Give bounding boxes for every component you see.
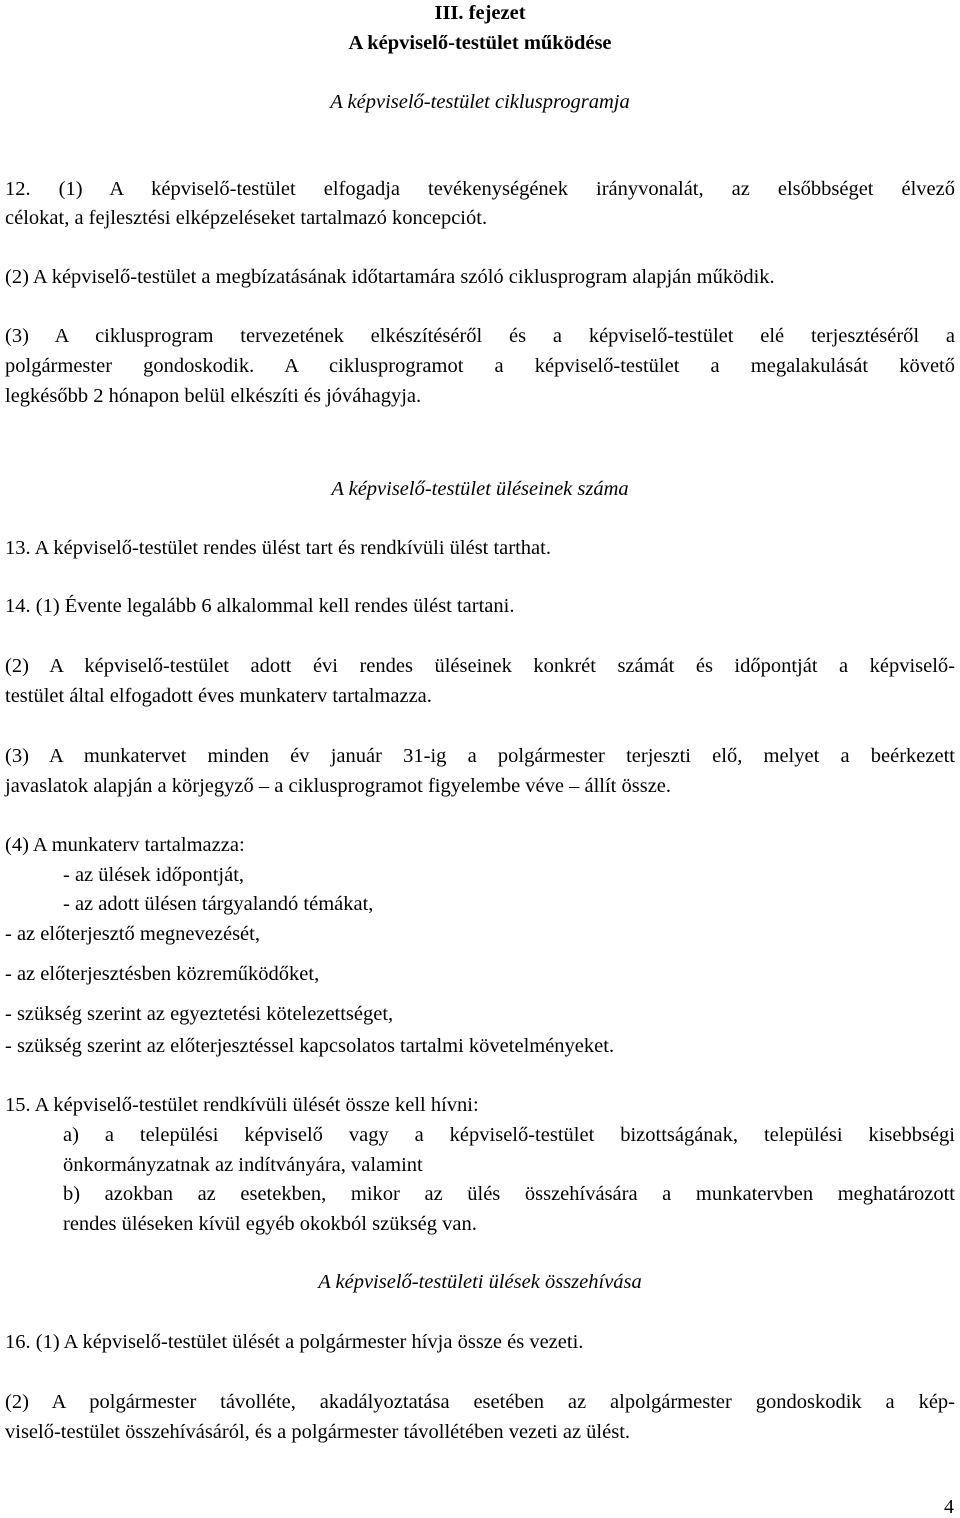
- paragraph-16-2-line-2: viselő-testület összehívásáról, és a polgármester távollétében vezeti az ülést.: [5, 1421, 631, 1443]
- paragraph-12-3-line-3: legkésőbb 2 hónapon belül elkészíti és jóváhagyja.: [5, 385, 422, 407]
- paragraph-15-a-line-2: önkormányzatnak az indítványára, valamint: [63, 1154, 423, 1176]
- paragraph-12-3-line-1: (3) A ciklusprogram tervezetének elkészítéséről és a képviselő-testület elé terjesztéséről a: [5, 325, 955, 347]
- paragraph-14-3-line-2: javaslatok alapján a körjegyző – a ciklusprogramot figyelembe véve – állít össze.: [5, 775, 672, 797]
- paragraph-13: 13. A képviselő-testület rendes ülést tart és rendkívüli ülést tarthat.: [5, 537, 551, 559]
- paragraph-14-4-intro: (4) A munkaterv tartalmazza:: [5, 834, 245, 856]
- paragraph-16-1: 16. (1) A képviselő-testület ülését a polgármester hívja össze és vezeti.: [5, 1331, 584, 1353]
- section-heading-cycle-program: A képviselő-testület ciklusprogramja: [330, 91, 630, 113]
- paragraph-14-2-line-1: (2) A képviselő-testület adott évi rendes üléseinek konkrét számát és időpontját a képviselő-: [5, 655, 955, 677]
- paragraph-16-2-line-1: (2) A polgármester távolléte, akadályoztatása esetében az alpolgármester gondoskodik a kép-: [5, 1391, 955, 1413]
- list-item: - az adott ülésen tárgyalandó témákat,: [63, 893, 374, 915]
- paragraph-14-1: 14. (1) Évente legalább 6 alkalommal kell rendes ülést tartani.: [5, 595, 515, 617]
- paragraph-12-3-line-2: polgármester gondoskodik. A ciklusprogramot a képviselő-testület a megalakulását követő: [5, 355, 955, 377]
- paragraph-14-2-line-2: testület által elfogadott éves munkaterv tartalmazza.: [5, 685, 432, 707]
- list-item: - szükség szerint az előterjesztéssel kapcsolatos tartalmi követelményeket.: [5, 1035, 615, 1057]
- section-heading-convening: A képviselő-testületi ülések összehívása: [318, 1271, 642, 1293]
- paragraph-12-2: (2) A képviselő-testület a megbízatásának időtartamára szóló ciklusprogram alapján működik.: [5, 266, 775, 288]
- paragraph-14-3-line-1: (3) A munkatervet minden év január 31-ig a polgármester terjeszti elő, melyet a beérkezett: [5, 745, 955, 767]
- list-item: - az ülések időpontját,: [63, 864, 245, 886]
- paragraph-15-intro: 15. A képviselő-testület rendkívüli ülését össze kell hívni:: [5, 1094, 479, 1116]
- list-item: - az előterjesztő megnevezését,: [5, 923, 260, 945]
- paragraph-15-b-line-1: b) azokban az esetekben, mikor az ülés összehívására a munkatervben meghatározott: [63, 1183, 955, 1205]
- paragraph-12-1-line-2: célokat, a fejlesztési elképzeléseket tartalmazó koncepciót.: [5, 207, 488, 229]
- paragraph-12-1-line-1: 12. (1) A képviselő-testület elfogadja tevékenységének irányvonalát, az elsőbbséget élvező: [5, 178, 955, 200]
- section-heading-meeting-count: A képviselő-testület üléseinek száma: [331, 478, 629, 500]
- paragraph-15-a-line-1: a) a települési képviselő vagy a képviselő-testület bizottságának, települési kisebbségi: [63, 1124, 955, 1146]
- paragraph-15-b-line-2: rendes üléseken kívül egyéb okokból szükség van.: [63, 1213, 477, 1235]
- list-item: - az előterjesztésben közreműködőket,: [5, 963, 320, 985]
- list-item: - szükség szerint az egyeztetési kötelezettséget,: [5, 1003, 394, 1025]
- chapter-number: III. fejezet: [434, 2, 526, 24]
- chapter-title: A képviselő-testület működése: [348, 32, 612, 54]
- page-number: 4: [944, 1496, 954, 1518]
